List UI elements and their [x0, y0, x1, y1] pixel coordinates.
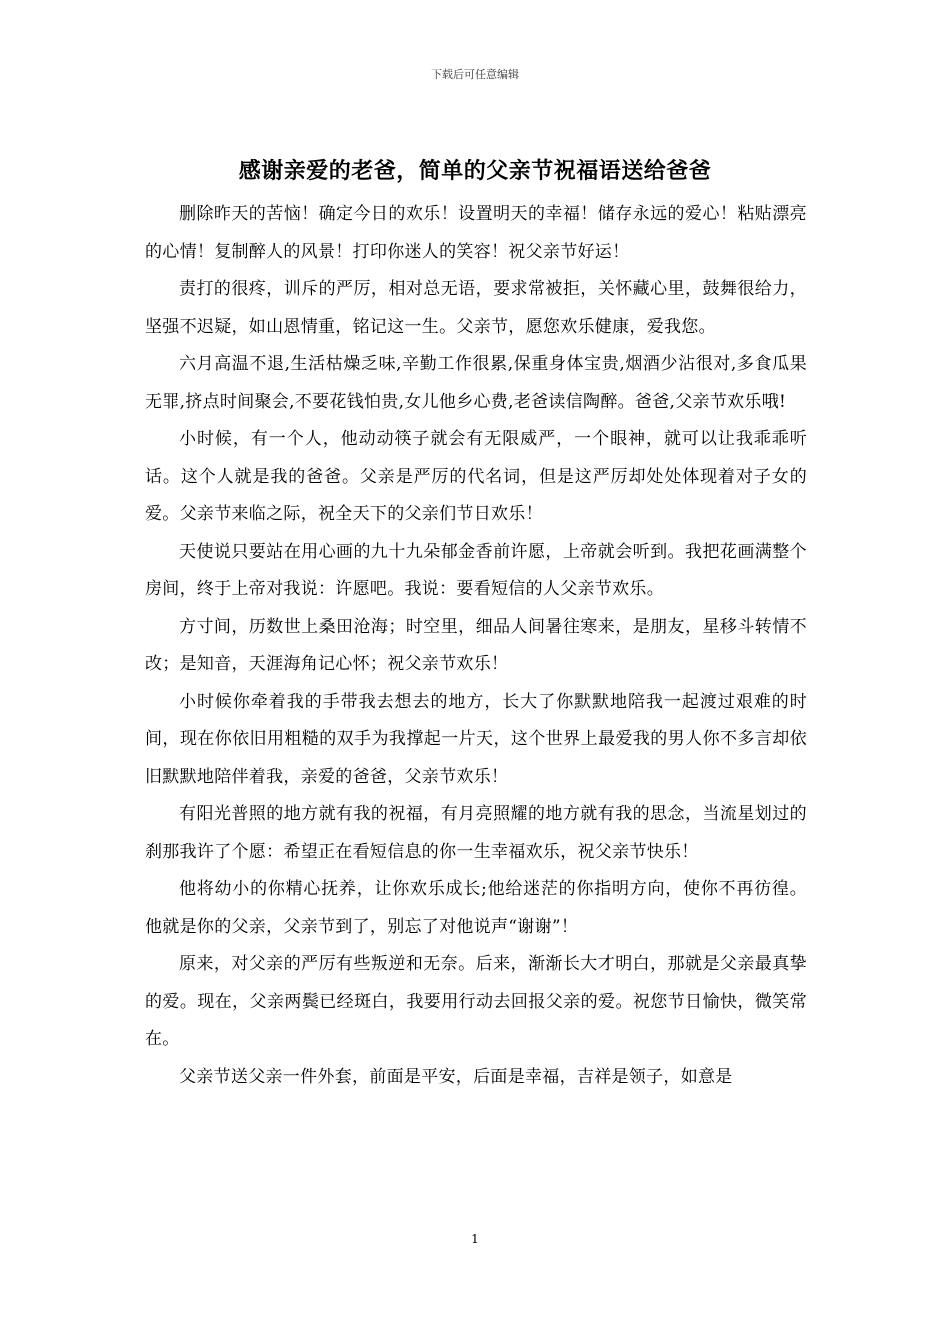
paragraph: 天使说只要站在用心画的九十九朵郁金香前许愿，上帝就会听到。我把花画满整个房间，终于上帝对我说：许愿吧。我说：要看短信的人父亲节欢乐。	[145, 541, 807, 599]
paragraph: 方寸间，历数世上桑田沧海；时空里，细品人间暑往寒来，是朋友，星移斗转情不改；是知音，天涯海角记心怀；祝父亲节欢乐！	[145, 616, 807, 674]
paragraph: 六月高温不退,生活枯燥乏味,辛勤工作很累,保重身体宝贵,烟酒少沾很对,多食瓜果无罪,挤点时间聚会,不要花钱怕贵,女儿他乡心费,老爸读信陶醉。爸爸,父亲节欢乐哦!	[145, 354, 807, 412]
paragraph: 小时候，有一个人，他动动筷子就会有无限威严，一个眼神，就可以让我乖乖听话。这个人就是我的爸爸。父亲是严厉的代名词，但是这严厉却处处体现着对子女的爱。父亲节来临之际，祝全天下的父亲们节日欢乐！	[145, 429, 807, 524]
paragraph: 父亲节送父亲一件外套，前面是平安，后面是幸福，吉祥是领子，如意是	[179, 1066, 733, 1087]
page-header-note: 下载后可任意编辑	[431, 68, 519, 81]
paragraph: 小时候你牵着我的手带我去想去的地方，长大了你默默地陪我一起渡过艰难的时间，现在你依旧用粗糙的双手为我撑起一片天，这个世界上最爱我的男人你不多言却依旧默默地陪伴着我，亲爱的爸爸，父亲节欢乐！	[145, 691, 807, 787]
page-number: 1	[471, 1232, 479, 1246]
paragraph: 删除昨天的苦恼！确定今日的欢乐！设置明天的幸福！储存永远的爱心！粘贴漂亮的心情！复制醉人的风景！打印你迷人的笑容！祝父亲节好运！	[145, 204, 807, 262]
document-title: 感谢亲爱的老爸，简单的父亲节祝福语送给爸爸	[238, 158, 712, 184]
paragraph: 责打的很疼，训斥的严厉，相对总无语，要求常被拒，关怀藏心里，鼓舞很给力，坚强不迟疑，如山恩情重，铭记这一生。父亲节，愿您欢乐健康，爱我您。	[145, 279, 807, 337]
paragraph: 他将幼小的你精心抚养，让你欢乐成长;他给迷茫的你指明方向，使你不再彷徨。他就是你的父亲，父亲节到了，别忘了对他说声“谢谢”！	[145, 879, 807, 937]
document-body	[145, 196, 807, 1096]
paragraph: 原来，对父亲的严厉有些叛逆和无奈。后来，渐渐长大才明白，那就是父亲最真挚的爱。现在，父亲两鬓已经斑白，我要用行动去回报父亲的爱。祝您节日愉快，微笑常在。	[145, 954, 807, 1049]
paragraph: 有阳光普照的地方就有我的祝福，有月亮照耀的地方就有我的思念，当流星划过的刹那我许了个愿：希望正在看短信息的你一生幸福欢乐，祝父亲节快乐！	[145, 804, 807, 862]
